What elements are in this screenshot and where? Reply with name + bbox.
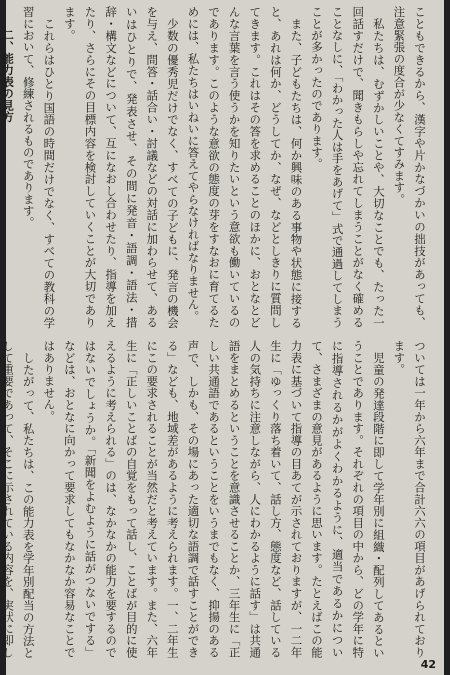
upper-vertical-text	[1, 6, 430, 328]
paragraph: 少数の優秀児だけでなく、すべての子どもに、発言の機会を与え、問答・話合い・討議などの対話に加わらせて、あるいはひとりで、発表させ、その間に発音・語調・語法・措辞・構文などについて、互になおし合わせたり、指導を加えたり、さらにその目標内容を検討していくことが大切であります。	[62, 6, 180, 328]
paragraph: したがって、私たちは、この能力表を学年別配当の方法として重要であって、そこに示されている内容を、実状に即し	[1, 340, 36, 658]
paragraph: ついては一年から六年まで合計六六の項目があげられております。	[392, 340, 427, 658]
upper-text-block	[1, 6, 430, 328]
section-heading: 二、能力表の見方	[1, 29, 16, 123]
paragraph: こともできるから、漢字や片かなづかいの拙技があっても、注意緊張の度合が少なくてすみます。	[392, 6, 427, 328]
paragraph: 私たちは、むずかしいことや、大切なことでも、たった一回話すだけで、聞きもらしや忘れてしまうことがなく確めることなしに、「わかった人は手をあげて」式で通過してしまうことが多かったのであります。	[310, 6, 386, 328]
lower-text-block	[1, 340, 430, 658]
paragraph: また、子どもたちは、何か興味のある事物や状態に接すると、あれは何か、どうしてか、なぜ、などとしきりに質問してきます。これはその答を求めることのほかに、おとなとどんな言葉を言う使うかを知りたいという意欲も働いているのであります。このような意欲の態度の芽をすなおに育てるためには、私たちはいねいに答えてやらなければなりません。	[186, 6, 304, 328]
paragraph: 児童の発達段階に即して学年別に組織・配列してあるということであります。それぞれの項目の中から、どの学年に特に指導されるかがよくわかるように、適当であるかについて、さまざまの意見があるように思います。たとえばこの能力表に基づいて指導の目あてが示されておりますが、一二年生に「ゆっくり落ち着いて、話し方、態度など、話している人の気持ちに注意しながら、人にわかるように話す」は共通語をまとめるということを意識させることか、三年生に「正しい共通語であるということをいうまでもなく、抑揚のある声で、しかも、その場にあった適切な語調で話すことができる」なども、地域差があるように考えられます。一、二年生にこの要求されることが当然だと考えています。また、六年生に「正しいことばの自覚をもって話し、ことばが目的に使えるように考えられる」のは、なかなかの能力を要するのではないでしょうか。「新聞をよむように話がつないでする」などは、おとなに向かって要求してもなかなか容易なことではありません。	[42, 340, 386, 658]
lower-vertical-text	[1, 340, 430, 658]
page-number: 42	[420, 658, 436, 671]
book-page	[1, 0, 444, 675]
paragraph: これらはひとり国語の時間だけでなく、すべての教科の学習において、修練されるものであります。	[21, 6, 57, 328]
